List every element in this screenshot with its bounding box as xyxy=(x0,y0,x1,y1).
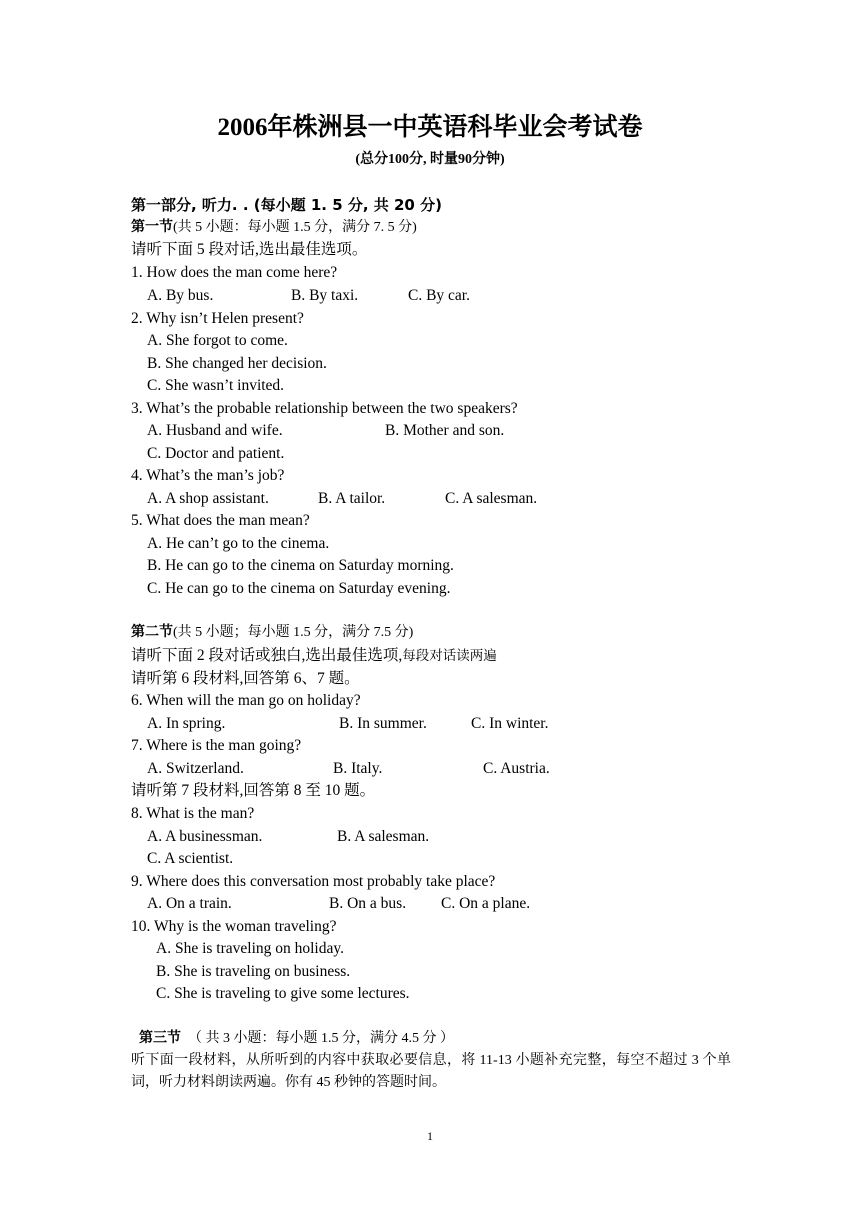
exam-title: 2006年株洲县一中英语科毕业会考试卷 xyxy=(217,114,643,141)
q10-option-c: C. She is traveling to give some lectures. xyxy=(156,985,410,1002)
q9-option-b: B. On a bus. xyxy=(329,895,407,912)
q1-stem: 1. How does the man come here? xyxy=(131,264,338,281)
q6-option-c: C. In winter. xyxy=(471,715,549,732)
section1-label: 第一节 xyxy=(131,220,173,235)
material-6-instruction: 请听第 6 段材料,回答第 6、7 题。 xyxy=(131,670,360,687)
q1-option-c: C. By car. xyxy=(408,287,470,304)
q3-option-a: A. Husband and wife. xyxy=(147,422,283,439)
section1-header xyxy=(131,217,417,239)
q5-option-c: C. He can go to the cinema on Saturday evening. xyxy=(147,580,451,597)
q2-option-a: A. She forgot to come. xyxy=(147,332,288,349)
q3-stem: 3. What’s the probable relationship between the two speakers? xyxy=(131,400,518,417)
q2-option-b: B. She changed her decision. xyxy=(147,355,327,372)
q10-stem: 10. Why is the woman traveling? xyxy=(131,918,337,935)
q1-option-b: B. By taxi. xyxy=(291,287,359,304)
q2-option-c: C. She wasn’t invited. xyxy=(147,377,285,394)
q4-option-c: C. A salesman. xyxy=(445,490,538,507)
exam-subtitle: (总分100分, 时量90分钟) xyxy=(355,152,505,167)
q9-stem: 9. Where does this conversation most probably take place? xyxy=(131,873,496,890)
material-7-instruction: 请听第 7 段材料,回答第 8 至 10 题。 xyxy=(131,782,376,799)
section2-instruction-note: 每段对话读两遍 xyxy=(402,648,497,663)
q2-stem: 2. Why isn’t Helen present? xyxy=(131,310,304,327)
q5-stem: 5. What does the man mean? xyxy=(131,512,310,529)
section3-instruction: 听下面一段材料，从所听到的内容中获取必要信息，将 11-13 小题补充完整，每空不超过 3 个单词，听力材料朗读两遍。你有 45 秒钟的答题时间。 xyxy=(131,1053,731,1090)
section1-info: (共 5 小题：每小题 1.5 分，满分 7. 5 分) xyxy=(173,220,417,235)
part1-heading: 第一部分, 听力. . (每小题 1. 5 分, 共 20 分) xyxy=(131,196,442,214)
section3-header xyxy=(139,1028,454,1050)
section2-header xyxy=(131,622,413,644)
q7-stem: 7. Where is the man going? xyxy=(131,737,302,754)
q5-option-b: B. He can go to the cinema on Saturday morning. xyxy=(147,557,454,574)
q6-stem: 6. When will the man go on holiday? xyxy=(131,692,361,709)
q4-option-b: B. A tailor. xyxy=(318,490,386,507)
q7-option-a: A. Switzerland. xyxy=(147,760,244,777)
q3-option-c: C. Doctor and patient. xyxy=(147,445,285,462)
section2-instruction-main: 请听下面 2 段对话或独白,选出最佳选项, xyxy=(131,647,403,664)
q5-option-a: A. He can’t go to the cinema. xyxy=(147,535,330,552)
q10-option-a: A. She is traveling on holiday. xyxy=(156,940,344,957)
section1-instruction: 请听下面 5 段对话,选出最佳选项。 xyxy=(131,241,368,258)
q4-option-a: A. A shop assistant. xyxy=(147,490,269,507)
q7-option-b: B. Italy. xyxy=(333,760,383,777)
q8-option-c: C. A scientist. xyxy=(147,850,234,867)
q9-option-c: C. On a plane. xyxy=(441,895,531,912)
q8-stem: 8. What is the man? xyxy=(131,805,255,822)
section2-instruction xyxy=(131,645,497,667)
section3-label: 第三节 xyxy=(139,1031,181,1046)
q7-option-c: C. Austria. xyxy=(483,760,550,777)
section2-label: 第二节 xyxy=(131,625,173,640)
section3-info: （ 共 3 小题：每小题 1.5 分，满分 4.5 分 ） xyxy=(188,1031,454,1046)
page-number: 1 xyxy=(427,1129,433,1143)
section2-info: (共 5 小题；每小题 1.5 分，满分 7.5 分) xyxy=(173,625,414,640)
q4-stem: 4. What’s the man’s job? xyxy=(131,467,285,484)
q8-option-a: A. A businessman. xyxy=(147,828,263,845)
q6-option-b: B. In summer. xyxy=(339,715,427,732)
q9-option-a: A. On a train. xyxy=(147,895,232,912)
q1-option-a: A. By bus. xyxy=(147,287,214,304)
q3-option-b: B. Mother and son. xyxy=(385,422,505,439)
q6-option-a: A. In spring. xyxy=(147,715,226,732)
q10-option-b: B. She is traveling on business. xyxy=(156,963,351,980)
q8-option-b: B. A salesman. xyxy=(337,828,430,845)
